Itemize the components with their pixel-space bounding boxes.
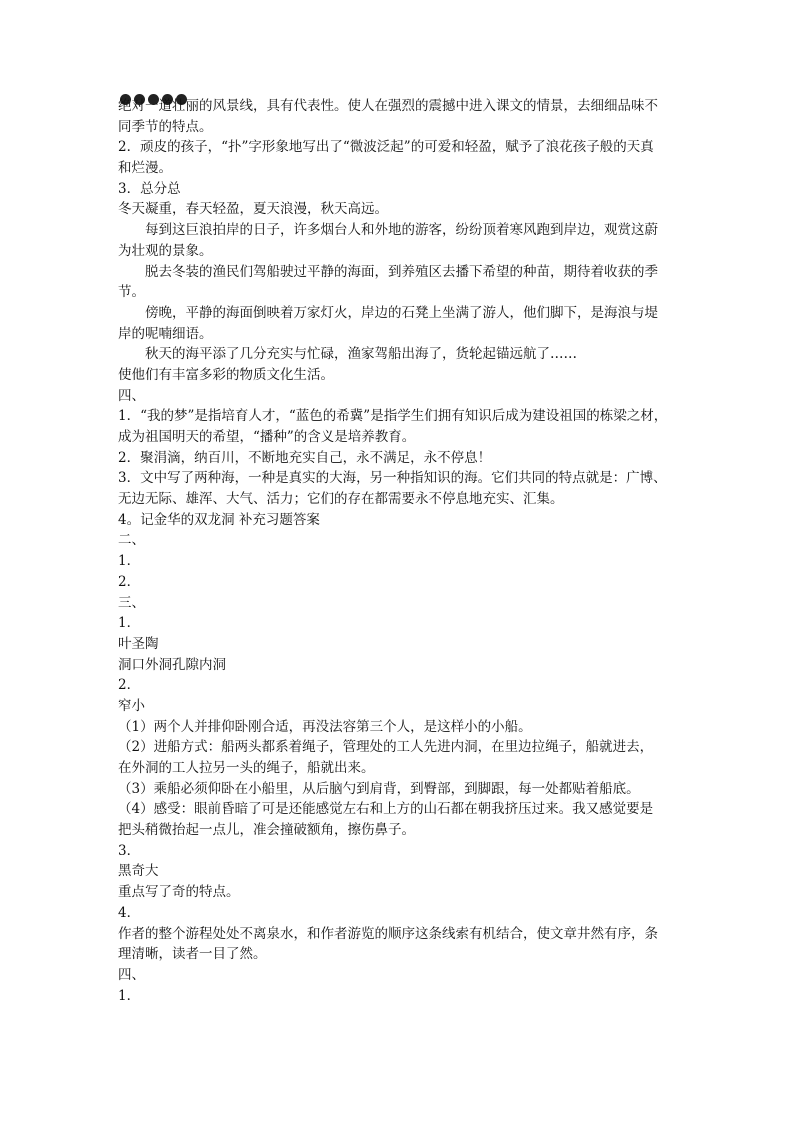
text-line: 脱去冬装的渔民们驾船驶过平静的海面，到养殖区去播下希望的种苗，期待着收获的季 bbox=[145, 263, 658, 280]
text-line: 二、 bbox=[118, 532, 145, 549]
text-line: 成为祖国明天的希望，“播种”的含义是培养教育。 bbox=[118, 429, 416, 445]
text-line: 同季节的特点。 bbox=[118, 118, 213, 135]
text-line: 黑奇大 bbox=[118, 863, 159, 880]
text-line: 重点写了奇的特点。 bbox=[118, 884, 240, 901]
text-line: 四、 bbox=[118, 387, 145, 404]
text-line: 为壮观的景象。 bbox=[118, 242, 213, 259]
text-line: 1．“我的梦”是指培育人才，“蓝色的希冀”是指学生们拥有知识后成为建设祖国的栋梁之材， bbox=[118, 408, 668, 425]
text-line: 四、 bbox=[118, 966, 145, 983]
text-line: 2．聚涓滴，纳百川，不断地充实自己，永不满足，永不停息！ bbox=[118, 449, 492, 466]
text-line: （4）感受：眼前昏暗了可是还能感觉左右和上方的山石都在朝我挤压过来。我又感觉要是 bbox=[118, 801, 654, 818]
text-line: 秋天的海平添了几分充实与忙碌，渔家驾船出海了，货轮起锚远航了…… bbox=[145, 346, 577, 363]
text-line: 在外洞的工人拉另一头的绳子，船就出来。 bbox=[118, 760, 375, 776]
text-line: 理清晰，读者一目了然。 bbox=[118, 946, 267, 963]
text-line: 冬天凝重，春天轻盈，夏天浪漫，秋天高远。 bbox=[118, 201, 388, 218]
text-line: 洞口外洞孔隙内洞 bbox=[118, 656, 226, 673]
text-line: 3． bbox=[118, 842, 141, 859]
document-body bbox=[118, 96, 684, 1006]
text-line: （1）两个人并排仰卧刚合适，再没法容第三个人，是这样小的小船。 bbox=[118, 718, 532, 735]
text-line: 使他们有丰富多彩的物质文化生活。 bbox=[118, 366, 334, 383]
text-line: （2）进船方式：船两头都系着绳子，管理处的工人先进内洞，在里边拉绳子，船就进去， bbox=[118, 739, 654, 756]
text-line: 4。记金华的双龙洞 补充习题答案 bbox=[118, 511, 320, 528]
text-line: 每到这巨浪拍岸的日子，许多烟台人和外地的游客，纷纷顶着寒风跑到岸边，观赏这蔚 bbox=[145, 222, 658, 239]
text-line: 无边无际、雄浑、大气、活力；它们的存在都需要永不停息地充实、汇集。 bbox=[118, 491, 564, 508]
text-line: 3．总分总 bbox=[118, 180, 181, 197]
text-line: 1． bbox=[118, 553, 141, 570]
text-line: 节。 bbox=[118, 284, 145, 301]
text-line: 和烂漫。 bbox=[118, 160, 172, 177]
text-line: 窄小 bbox=[118, 697, 145, 714]
text-line: 2．顽皮的孩子，“扑”字形象地写出了“微波泛起”的可爱和轻盈，赋予了浪花孩子般的天真 bbox=[118, 139, 654, 156]
text-line: 4． bbox=[118, 904, 141, 921]
text-line: 作者的整个游程处处不离泉水，和作者游览的顺序这条线索有机结合，使文章井然有序，条 bbox=[118, 925, 658, 942]
text-line: 绝对一道壮丽的风景线，具有代表性。使人在强烈的震撼中进入课文的情景，去细细品味不 bbox=[118, 98, 658, 114]
text-line: 三、 bbox=[118, 594, 145, 611]
text-line: 岸的呢喃细语。 bbox=[118, 325, 213, 342]
text-line: 叶圣陶 bbox=[118, 635, 159, 652]
text-line: 2． bbox=[118, 573, 141, 590]
text-line: 2． bbox=[118, 677, 141, 694]
text-line: 3．文中写了两种海，一种是真实的大海，另一种指知识的海。它们共同的特点就是：广博、 bbox=[118, 470, 667, 487]
text-line: 傍晚，平静的海面倒映着万家灯火，岸边的石凳上坐满了游人，他们脚下，是海浪与堤 bbox=[145, 304, 658, 321]
text-line: （3）乘船必须仰卧在小船里，从后脑勺到肩背，到臀部，到脚跟，每一处都贴着船底。 bbox=[118, 780, 640, 797]
text-line: 1． bbox=[118, 615, 141, 632]
text-line: 1． bbox=[118, 987, 141, 1004]
text-line: 把头稍微抬起一点儿，准会撞破额角，擦伤鼻子。 bbox=[118, 822, 415, 839]
